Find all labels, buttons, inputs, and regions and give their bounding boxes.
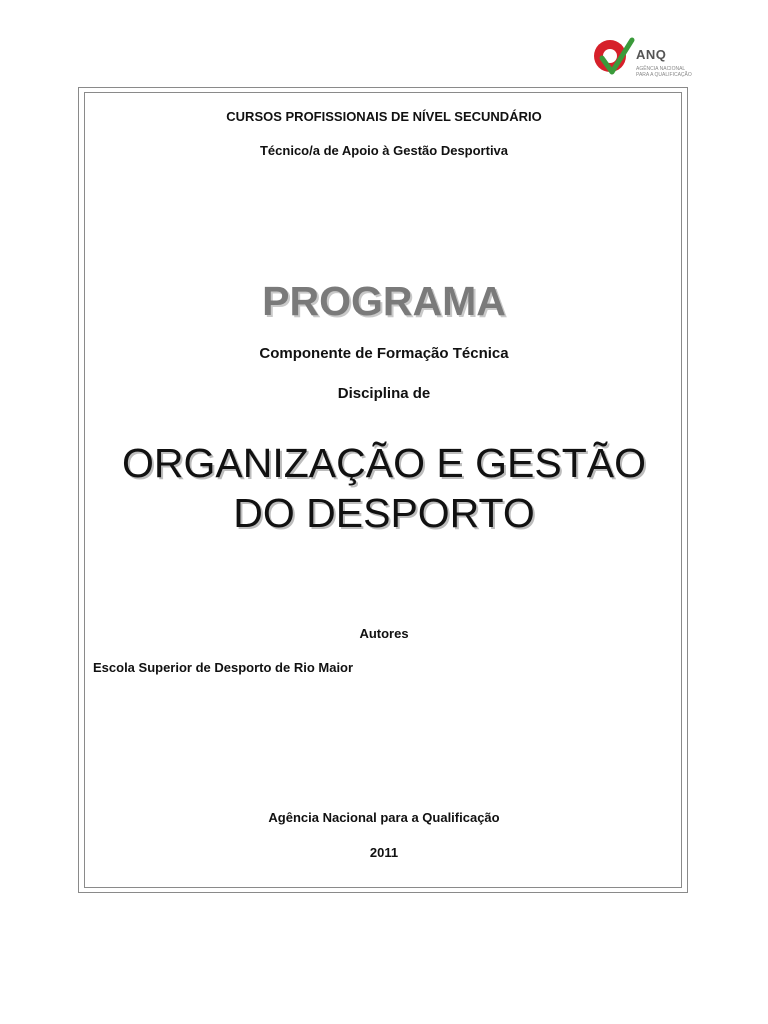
publication-year: 2011 bbox=[369, 845, 399, 860]
logo-name: ANQ bbox=[636, 47, 667, 62]
discipline-title-line1: ORGANIZAÇÃO E GESTÃO bbox=[122, 440, 646, 486]
agency-name: Agência Nacional para a Qualificação bbox=[268, 810, 500, 825]
discipline-label: Disciplina de bbox=[337, 385, 431, 402]
page-title: PROGRAMA bbox=[262, 278, 506, 324]
authors-name: Escola Superior de Desporto de Rio Maior bbox=[93, 660, 354, 675]
course-type: CURSOS PROFISSIONAIS DE NÍVEL SECUNDÁRIO bbox=[226, 109, 542, 124]
logo-subtitle: AGÊNCIA NACIONAL PARA A QUALIFICAÇÃO bbox=[636, 66, 692, 78]
discipline-title-line2: DO DESPORTO bbox=[233, 490, 535, 536]
authors-label: Autores bbox=[359, 626, 409, 641]
course-name: Técnico/a de Apoio à Gestão Desportiva bbox=[259, 143, 509, 158]
component-label: Componente de Formação Técnica bbox=[259, 345, 509, 362]
